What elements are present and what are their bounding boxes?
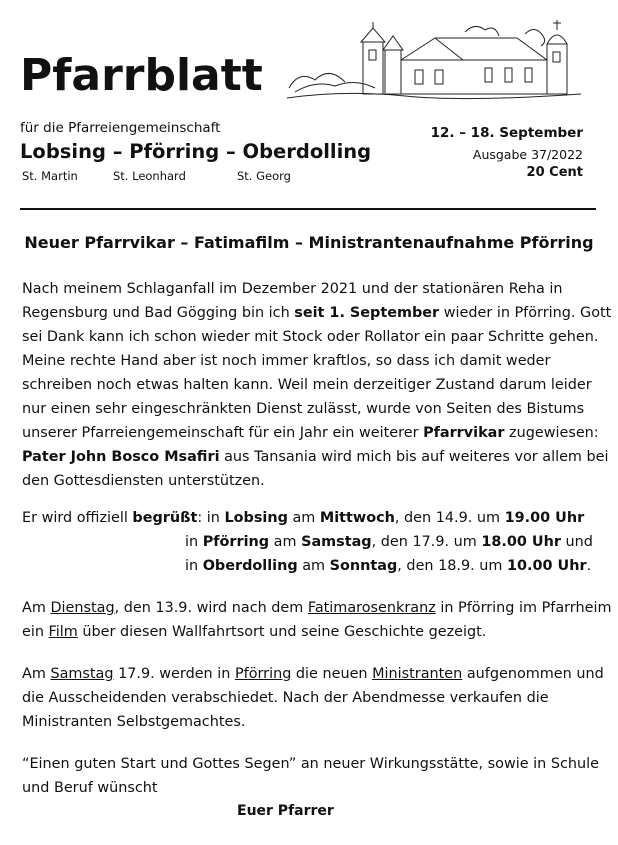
text: Am xyxy=(22,600,51,616)
text: , den 13.9. wird nach dem xyxy=(114,600,308,616)
welcome-line-3 xyxy=(22,554,612,578)
paragraph-ministranten xyxy=(22,662,612,734)
header-divider xyxy=(20,208,596,210)
text: Er wird offiziell xyxy=(22,510,133,526)
text-bold: Pförring xyxy=(202,534,270,550)
issue-number: Ausgabe 37/2022 xyxy=(472,147,583,162)
text: , den 17.9. um xyxy=(371,534,482,550)
text: wieder in Pförring. Gott sei Dank kann ich schon wieder mit Stock oder Rollator ein paar Schritte gehen. Meine rechte Hand aber ist noch immer kraftlos, so dass ich damit weder schreiben noch etwas halten kann. Weil mein derzeitiger Zustand darum leider nur einen sehr eingeschränkten Dienst zulässt, wurde von Seiten des Bistums unserer Pfarreiengemeinschaft für ein Jahr ein weiterer xyxy=(22,305,612,441)
text: Nach meinem Schlaganfall im Dezember 2021 und der stationären Reha in Regensburg und Bad Gögging bin ich xyxy=(22,281,563,321)
date-range: 12. – 18. September xyxy=(430,125,583,141)
text-bold: 19.00 Uhr xyxy=(504,510,585,526)
text: die neuen xyxy=(291,666,373,682)
text: 17.9. werden in xyxy=(113,666,235,682)
text-bold: Mittwoch xyxy=(319,510,395,526)
text-bold: Pfarrvikar xyxy=(423,425,505,441)
text: am xyxy=(269,534,302,550)
church-drawing xyxy=(285,20,581,102)
signature: Euer Pfarrer xyxy=(237,803,334,819)
text-bold: Oberdolling xyxy=(202,558,298,574)
text-underlined: Dienstag xyxy=(50,600,115,616)
text: am xyxy=(287,510,320,526)
text: in xyxy=(185,534,203,550)
text-bold: seit 1. September xyxy=(294,305,440,321)
text-bold: Sonntag xyxy=(329,558,398,574)
text: in Pförring im Pfarrheim ein xyxy=(22,600,612,640)
text-underlined: Fatimarosenkranz xyxy=(307,600,436,616)
paragraph-vikar xyxy=(22,277,612,493)
text-bold: 18.00 Uhr xyxy=(481,534,561,550)
text-bold: Samstag xyxy=(301,534,372,550)
article-headline: Neuer Pfarrvikar – Fatimafilm – Ministrantenaufnahme Pförring xyxy=(24,233,594,252)
text: in xyxy=(185,558,203,574)
text: zugewiesen: xyxy=(504,425,599,441)
text-underlined: Pförring xyxy=(234,666,292,682)
text-bold: Pater John Bosco Msafiri xyxy=(22,449,220,465)
text: . xyxy=(586,558,592,574)
subtitle: für die Pfarreiengemeinschaft xyxy=(20,120,221,136)
text: Am xyxy=(22,666,51,682)
parishes-title: Lobsing – Pförring – Oberdolling xyxy=(20,140,372,163)
paragraph-welcome xyxy=(22,506,612,578)
text: : in xyxy=(197,510,225,526)
text: aus Tansania wird mich bis auf weiteres vor allem bei den Gottesdiensten unterstützen. xyxy=(22,449,609,489)
text-underlined: Film xyxy=(48,624,78,640)
text: und xyxy=(560,534,593,550)
text-underlined: Samstag xyxy=(50,666,114,682)
saint-oberdolling: St. Georg xyxy=(237,169,291,183)
saint-lobsing: St. Martin xyxy=(22,169,78,183)
welcome-line-2 xyxy=(22,530,612,554)
text: , den 18.9. um xyxy=(397,558,508,574)
paragraph-closing: “Einen guten Start und Gottes Segen” an neuer Wirkungsstätte, sowie in Schule und Beruf wünscht xyxy=(22,756,599,796)
text-bold: 10.00 Uhr xyxy=(507,558,587,574)
newsletter-title: Pfarrblatt xyxy=(20,50,263,101)
text-underlined: Ministranten xyxy=(372,666,463,682)
text: am xyxy=(297,558,330,574)
saint-pfoerring: St. Leonhard xyxy=(113,169,186,183)
price: 20 Cent xyxy=(526,165,583,180)
text-bold: Lobsing xyxy=(224,510,288,526)
text: über diesen Wallfahrtsort und seine Geschichte gezeigt. xyxy=(77,624,487,640)
text-bold: begrüßt xyxy=(132,510,198,526)
text: , den 14.9. um xyxy=(394,510,505,526)
paragraph-fatimafilm xyxy=(22,596,612,644)
welcome-line-1 xyxy=(22,506,612,530)
text: aufgenommen und die Ausscheidenden verabschiedet. Nach der Abendmesse verkaufen die Ministranten Selbstgemachtes. xyxy=(22,666,604,730)
